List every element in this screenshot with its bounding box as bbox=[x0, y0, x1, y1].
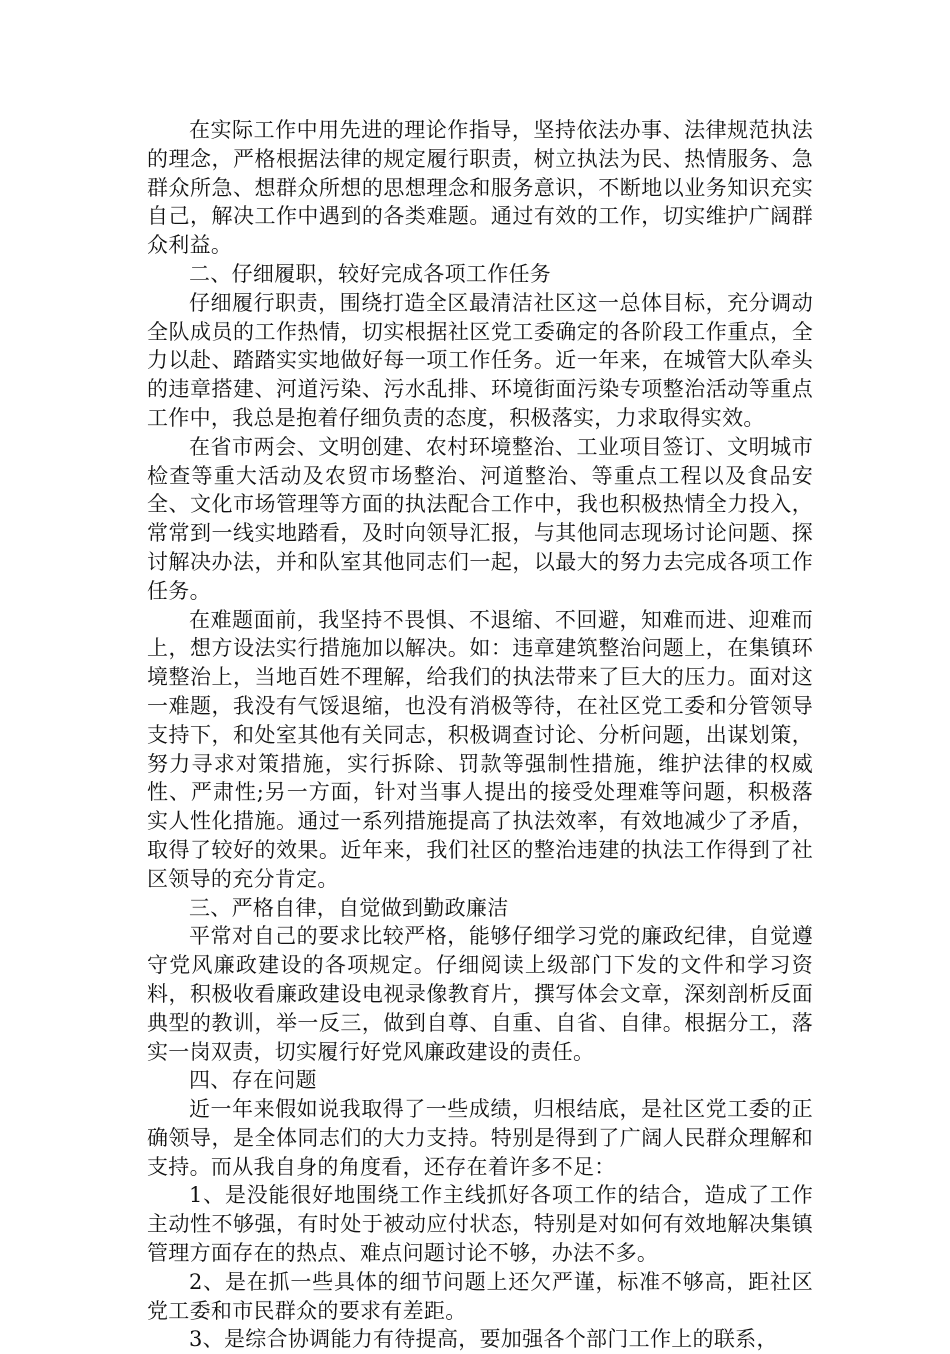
list-item: 2、是在抓一些具体的细节问题上还欠严谨，标准不够高，距社区党工委和市民群众的要求有差距。 bbox=[147, 1269, 813, 1323]
section-heading-4: 四、存在问题 bbox=[189, 1068, 317, 1093]
paragraph: 近一年来假如说我取得了一些成绩，归根结底，是社区党工委的正确领导，是全体同志们的大力支持。特别是得到了广阔人民群众理解和支持。而从我自身的角度看，还存在着许多不足： bbox=[147, 1097, 813, 1179]
paragraph: 在省市两会、文明创建、农村环境整治、工业项目签订、文明城市检查等重大活动及农贸市场整治、河道整治、等重点工程以及食品安全、文化市场管理等方面的执法配合工作中，我也积极热情全力投入，常常到一线实地踏看，及时向领导汇报，与其他同志现场讨论问题、探讨解决办法，并和队室其他同志们一起，以最大的努力去完成各项工作任务。 bbox=[147, 434, 813, 603]
list-item: 1、是没能很好地围绕工作主线抓好各项工作的结合，造成了工作主动性不够强，有时处于被动应付状态，特别是对如何有效地解决集镇管理方面存在的热点、难点问题讨论不够，办法不多。 bbox=[147, 1183, 813, 1266]
paragraph-intro: 在实际工作中用先进的理论作指导，坚持依法办事、法律规范执法的理念，严格根据法律的规定履行职责，树立执法为民、热情服务、急群众所急、想群众所想的思想理念和服务意识，不断地以业务知识充实自己，解决工作中遇到的各类难题。通过有效的工作，切实维护广阔群众利益。 bbox=[147, 118, 813, 258]
paragraph: 在难题面前，我坚持不畏惧、不退缩、不回避，知难而进、迎难而上，想方设法实行措施加以解决。如：违章建筑整治问题上，在集镇环境整治上，当地百姓不理解，给我们的执法带来了巨大的压力。面对这一难题，我没有气馁退缩，也没有消极等待，在社区党工委和分管领导支持下，和处室其他有关同志，积极调查讨论、分析问题，出谋划策，努力寻求对策措施，实行拆除、罚款等强制性措施，维护法律的权威性、严肃性;另一方面，针对当事人提出的接受处理难等问题，积极落实人性化措施。通过一系列措施提高了执法效率，有效地减少了矛盾，取得了较好的效果。近年来，我们社区的整治违建的执法工作得到了社区领导的充分肯定。 bbox=[147, 607, 813, 891]
paragraph: 平常对自己的要求比较严格，能够仔细学习党的廉政纪律，自觉遵守党风廉政建设的各项规定。仔细阅读上级部门下发的文件和学习资料，积极收看廉政建设电视录像教育片，撰写体会文章，深刻剖析反面典型的教训，举一反三，做到自尊、自重、自省、自律。根据分工，落实一岗双责，切实履行好党风廉政建设的责任。 bbox=[147, 924, 813, 1064]
paragraph: 仔细履行职责，围绕打造全区最清洁社区这一总体目标，充分调动全队成员的工作热情，切实根据社区党工委确定的各阶段工作重点，全力以赴、踏踏实实地做好每一项工作任务。近一年来，在城管大队牵头的违章搭建、河道污染、污水乱排、环境街面污染专项整治活动等重点工作中，我总是抱着仔细负责的态度，积极落实，力求取得实效。 bbox=[147, 290, 813, 430]
list-item: 3、是综合协调能力有待提高，要加强各个部门工作上的联系， bbox=[189, 1327, 778, 1352]
section-heading-2: 二、仔细履职，较好完成各项工作任务 bbox=[189, 261, 552, 286]
document-body bbox=[147, 116, 813, 1354]
section-heading-3: 三、严格自律，自觉做到勤政廉洁 bbox=[189, 895, 509, 920]
